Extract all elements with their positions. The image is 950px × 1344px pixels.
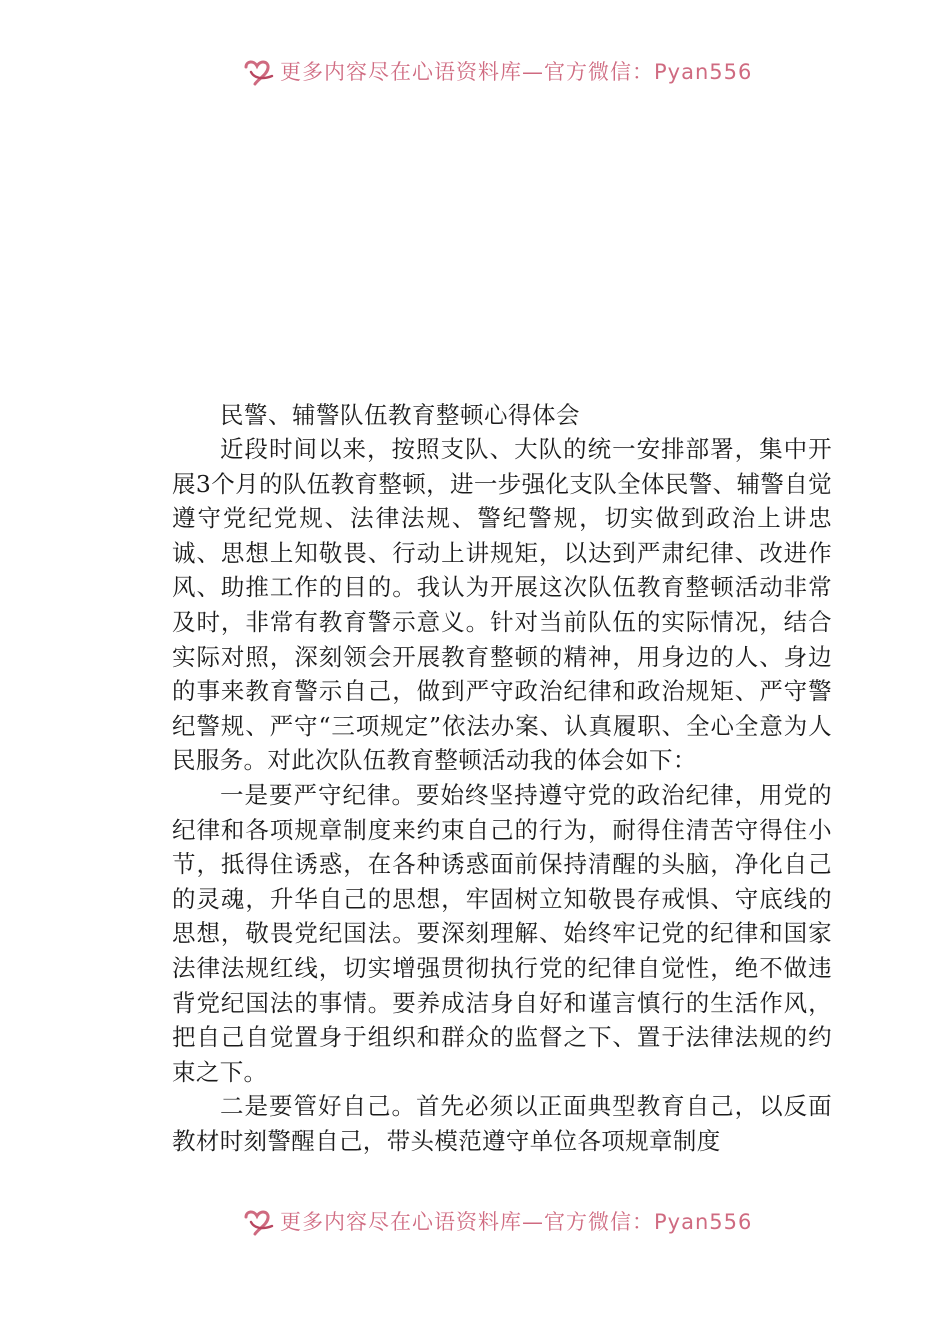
watermark-top-text: 更多内容尽在心语资料库—官方微信：Pyan556 (280, 60, 753, 84)
watermark-top (0, 52, 950, 92)
heart-brush-logo-icon (242, 58, 276, 86)
paragraph-intro: 近段时间以来，按照支队、大队的统一安排部署，集中开展3个月的队伍教育整顿，进一步强化支队全体民警、辅警自觉遵守党纪党规、法律法规、警纪警规，切实做到政治上讲忠诚、思想上知敬畏、行动上讲规矩，以达到严肃纪律、改进作风、助推工作的目的。我认为开展这次队伍教育整顿活动非常及时，非常有教育警示意义。针对当前队伍的实际情况，结合实际对照，深刻领会开展教育整顿的精神，用身边的人、身边的事来教育警示自己，做到严守政治纪律和政治规矩、严守警纪警规、严守“三项规定”依法办案、认真履职、全心全意为人民服务。对此次队伍教育整顿活动我的体会如下： (172, 435, 832, 775)
paragraph-point-one: 一是要严守纪律。要始终坚持遵守党的政治纪律，用党的纪律和各项规章制度来约束自己的行为，耐得住清苦守得住小节，抵得住诱惑，在各种诱惑面前保持清醒的头脑，净化自己的灵魂，升华自己的思想，牢固树立知敬畏存戒惧、守底线的思想，敬畏党纪国法。要深刻理解、始终牢记党的纪律和国家法律法规红线，切实增强贯彻执行党的纪律自觉性，绝不做违背党纪国法的事情。要养成洁身自好和谨言慎行的生活作风，把自己自觉置身于组织和群众的监督之下、置于法律法规的约束之下。 (172, 780, 832, 1086)
watermark-bottom (0, 1202, 950, 1242)
document-title: 民警、辅警队伍教育整顿心得体会 (220, 401, 580, 429)
document-body (172, 398, 832, 1158)
paragraph-point-two: 二是要管好自己。首先必须以正面典型教育自己，以反面教材时刻警醒自己，带头模范遵守单位各项规章制度 (172, 1092, 832, 1155)
watermark-bottom-text: 更多内容尽在心语资料库—官方微信：Pyan556 (280, 1210, 753, 1234)
heart-brush-logo-icon (242, 1208, 276, 1236)
